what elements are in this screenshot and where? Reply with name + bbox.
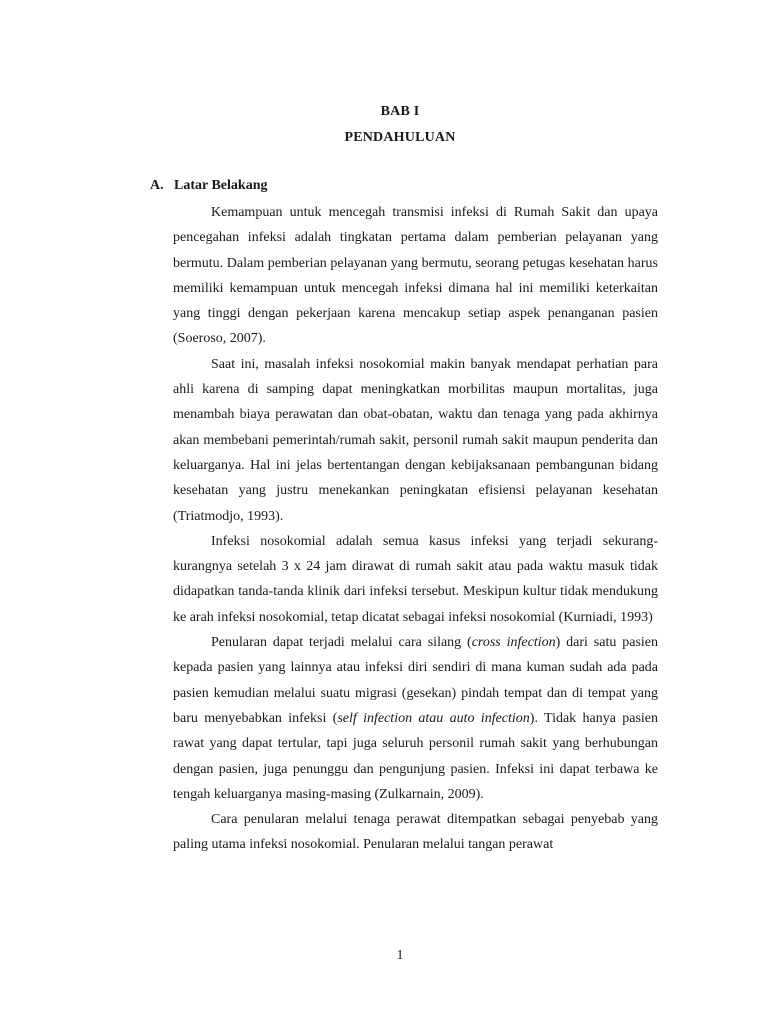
paragraph-4-part-1: Penularan dapat terjadi melalui cara silang ( xyxy=(211,635,472,651)
section-heading xyxy=(150,178,267,194)
section-title: Latar Belakang xyxy=(174,178,268,193)
body-text xyxy=(173,200,658,858)
chapter-number: BAB I xyxy=(380,104,420,119)
paragraph-4-italic-2: self infection atau auto infection xyxy=(337,710,530,726)
section-letter: A. xyxy=(150,178,164,193)
paragraph-4-italic-1: cross infection xyxy=(471,635,556,651)
chapter-title: PENDAHULUAN xyxy=(344,130,456,145)
paragraph-4-part-3: ). Tidak hanya pasien rawat yang dapat tertular, tapi juga seluruh personil rumah sakit yang berhubungan dengan pasien, juga penunggu dan pengunjung pasien. Infeksi ini dapat terbawa ke tengah keluarganya masing-masing (Zulkarnain, 2009). xyxy=(173,710,659,802)
paragraph-1: Kemampuan untuk mencegah transmisi infeksi di Rumah Sakit dan upaya pencegahan infeksi adalah tingkatan pertama dalam pemberian pelayanan yang bermutu. Dalam pemberian pelayanan yang bermutu, seorang petugas kesehatan harus memiliki kemampuan untuk mencegah infeksi dimana hal ini memiliki keterkaitan yang tinggi dengan pekerjaan karena mencakup setiap aspek penanganan pasien (Soeroso, 2007). xyxy=(173,205,658,347)
paragraph-5: Cara penularan melalui tenaga perawat ditempatkan sebagai penyebab yang paling utama infeksi nosokomial. Penularan melalui tangan perawat xyxy=(173,812,658,853)
paragraph-3: Infeksi nosokomial adalah semua kasus infeksi yang terjadi sekurang-kurangnya setelah 3 x 24 jam dirawat di rumah sakit atau pada waktu masuk tidak didapatkan tanda-tanda klinik dari infeksi tersebut. Meskipun kultur tidak mendukung ke arah infeksi nosokomial, tetap dicatat sebagai infeksi nosokomial (Kurniadi, 1993) xyxy=(173,533,658,625)
paragraph-2: Saat ini, masalah infeksi nosokomial makin banyak mendapat perhatian para ahli karena di samping dapat meningkatkan morbilitas maupun mortalitas, juga menambah biaya perawatan dan obat-obatan, waktu dan tenaga yang pada akhirnya akan membebani pemerintah/rumah sakit, personil rumah sakit maupun penderita dan keluarganya. Hal ini jelas bertentangan dengan kebijaksanaan pembangunan bidang kesehatan yang justru menekankan peningkatan efisiensi pelayanan kesehatan (Triatmodjo, 1993). xyxy=(173,356,658,524)
paragraph-4 xyxy=(173,630,658,807)
page-number: 1 xyxy=(396,948,404,963)
paragraph-4-part-2: ) dari satu pasien kepada pasien yang lainnya atau infeksi diri sendiri di mana kuman sudah ada pada pasien kemudian melalui suatu migrasi (gesekan) pindah tempat dan di tempat yang baru menyebabkan infeksi ( xyxy=(173,635,658,726)
